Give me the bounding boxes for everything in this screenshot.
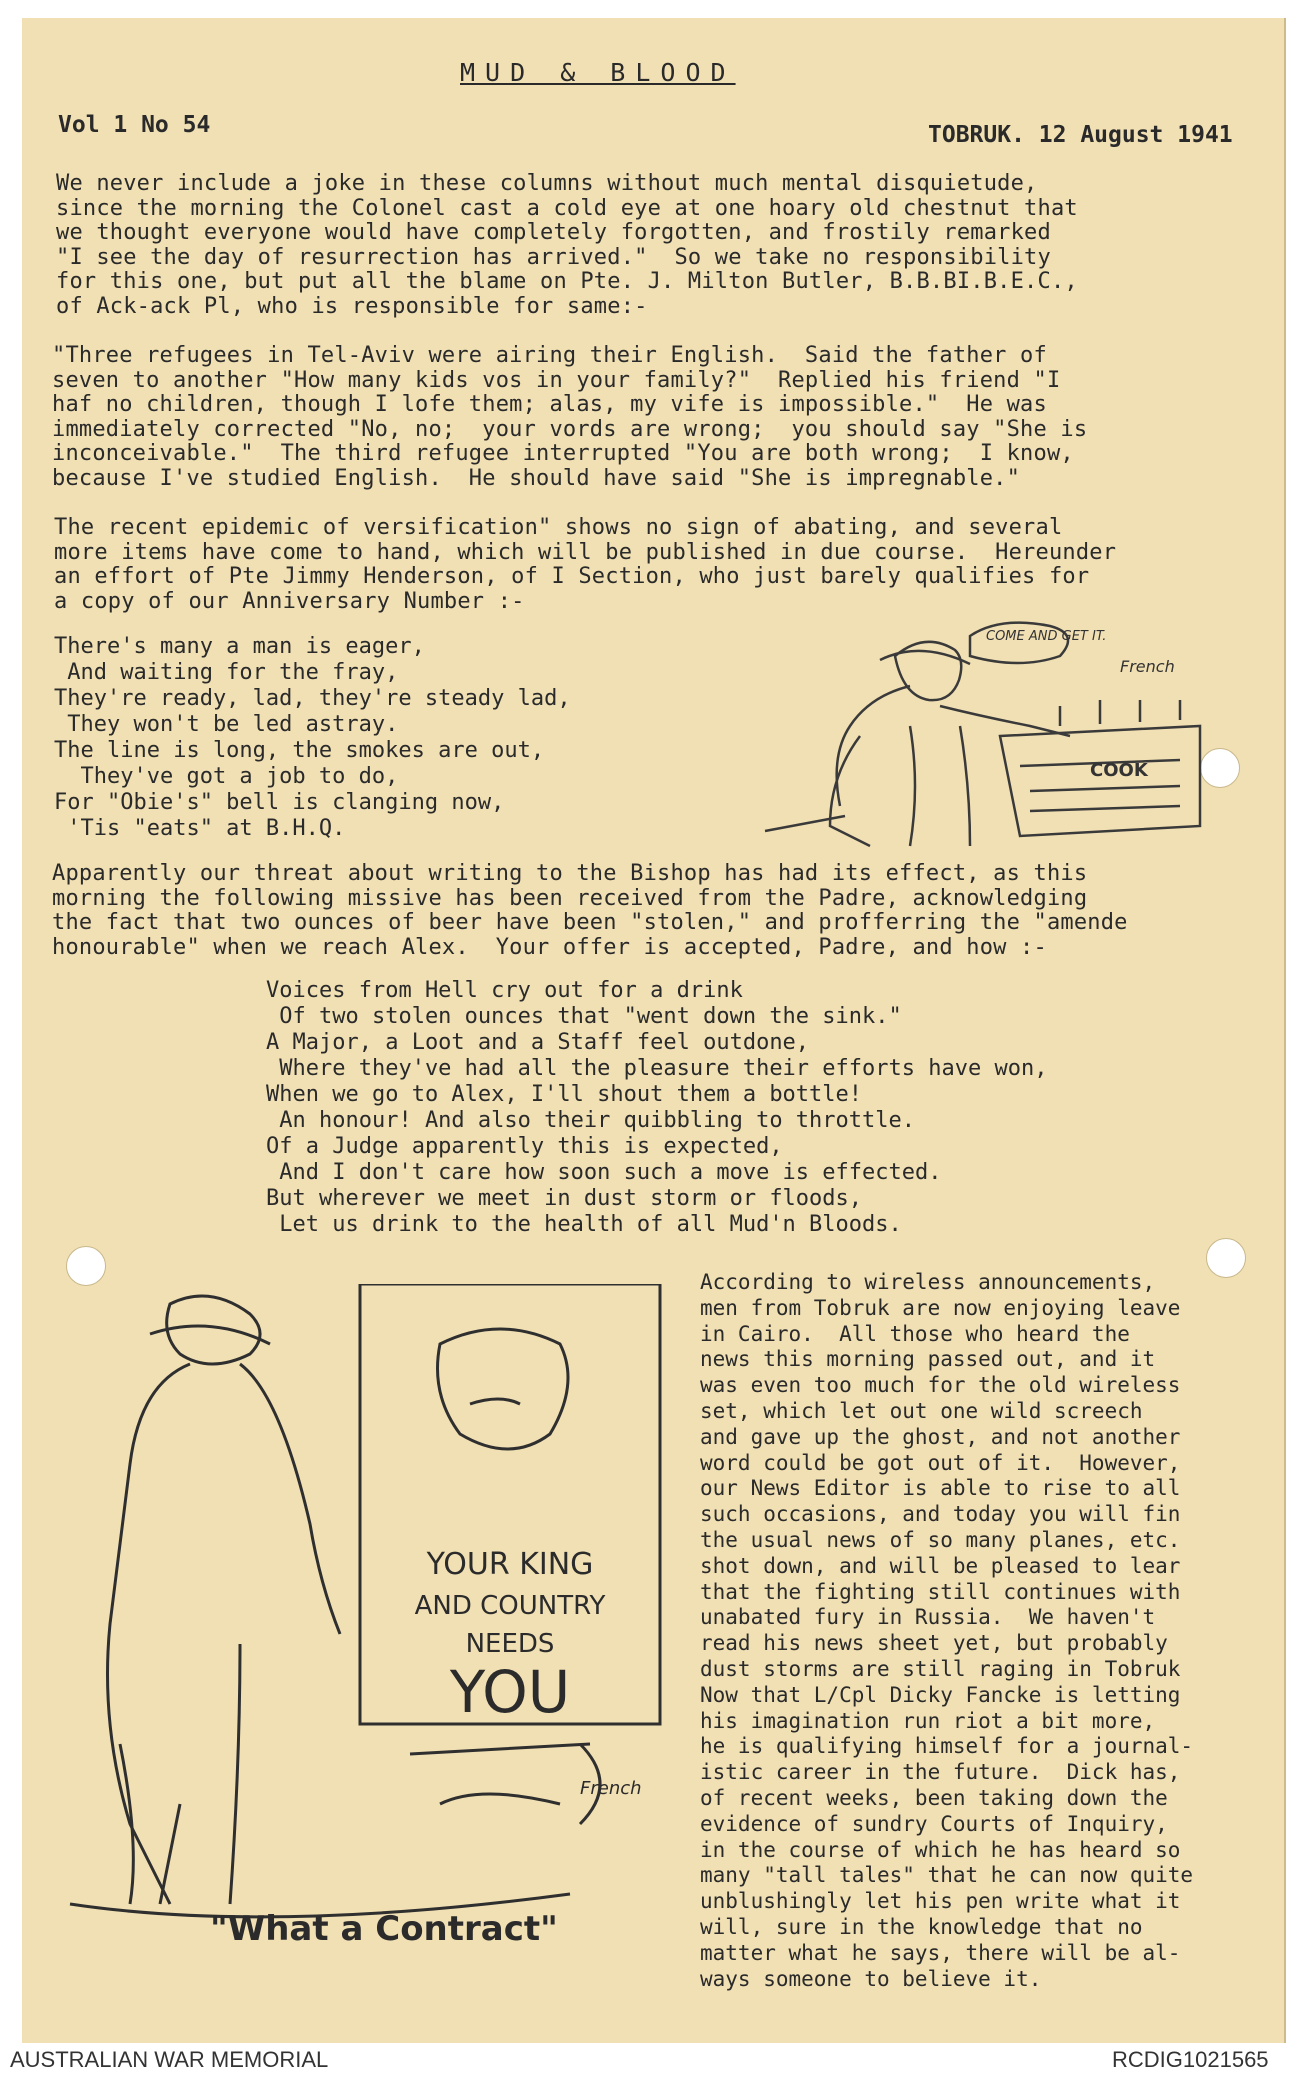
volume-number: Vol 1 No 54 [58,112,211,138]
poster-text-line4: YOU [449,1658,571,1726]
cook-sign-text: COOK [1090,760,1148,781]
dateline: TOBRUK. 12 August 1941 [928,122,1233,148]
artist-signature: French [1120,657,1175,676]
poster-text-line1: YOUR KING [426,1547,594,1582]
article-paragraph: The recent epidemic of versification" shows no sign of abating, and several more items have come to hand, which will be published in due course. Hereunder an effort of Pte Jimmy Henderson, of I Section, who just barely qualifies for a copy of our Anniversary Number :- [54,515,1117,614]
artist-signature: French [580,1778,642,1799]
poem-padre: Voices from Hell cry out for a drink Of two stolen ounces that "went down the sink." A Major, a Loot and a Staff feel outdone, Where they've had all the pleasure their efforts have won, When we go to Alex, I'll shout them a bottle! An honour! And also their quibbling to throttle. Of a Judge apparently this is expected, And I don't care how soon such a move is effected. But wherever we meet in dust storm or floods, Let us drink to the health of all Mud'n Bloods. [266,978,1048,1237]
speech-bubble-text: COME AND GET IT. [986,629,1107,644]
poster-text-line3: NEEDS [465,1629,555,1659]
right-column-article: According to wireless announcements, men from Tobruk are now enjoying leave in Cairo. All those who heard the news this morning passed out, and it was even too much for the old wireless set, which let out one wild screech and gave up the ghost, and not another word could be got out of it. However, our News Editor is able to rise to all such occasions, and today you will fin the usual news of so many planes, etc. shot down, and will be pleased to lear that the fighting still continues with unabated fury in Russia. We haven't read his news sheet yet, but probably dust storms are still raging in Tobruk Now that L/Cpl Dicky Fancke is letting his imagination run riot a bit more, he is qualifying himself for a journal- istic career in the future. Dick has, of recent weeks, been taking down the evidence of sundry Courts of Inquiry, in the course of which he has heard so many "tall tales" that he can now quite unblushingly let his pen write what it will, sure in the knowledge that no matter what he says, there will be al- ways someone to believe it. [700,1270,1194,1991]
article-paragraph: Apparently our threat about writing to the Bishop has had its effect, as this morning the following missive has been received from the Padre, acknowledging the fact that two ounces of beer have been "stolen," and profferring the "amende honourable" when we reach Alex. Your offer is accepted, Padre, and how :- [52,861,1128,960]
punch-hole [66,1246,106,1286]
punch-hole [1206,1238,1246,1278]
poem-henderson: There's many a man is eager, And waiting for the fray, They're ready, lad, they're steady lad, They won't be led astray. The line is long, the smokes are out, They've got a job to do, For "Obie's" bell is clanging now, 'Tis "eats" at B.H.Q. [54,634,571,841]
footer-archive-name: AUSTRALIAN WAR MEMORIAL [10,2047,329,2072]
masthead-title: MUD & BLOOD [460,58,736,87]
joke-paragraph: "Three refugees in Tel-Aviv were airing their English. Said the father of seven to another "How many kids vos in your family?" Replied his friend "I haf no children, though I lofe them; alas, my vife is impossible." He was immediately corrected "No, no; your vords are wrong; you should say "She is inconceivable." The third refugee interrupted "You are both wrong; I know, because I've studied English. He should have said "She is impregnable." [52,343,1088,491]
footer-catalogue-id: RCDIG1021565 [1112,2047,1269,2072]
cartoon-caption: "What a Contract" [210,1909,558,1949]
poster-text-line2: AND COUNTRY [414,1591,606,1621]
article-paragraph: We never include a joke in these columns without much mental disquietude, since the morning the Colonel cast a cold eye at one hoary old chestnut that we thought everyone would have completely forgotten, and frostily remarked "I see the day of resurrection has arrived." So we take no responsibility for this one, but put all the blame on Pte. J. Milton Butler, B.B.BI.B.E.C., of Ack-ack Pl, who is responsible for same:- [56,171,1078,319]
cook-cartoon [760,616,1230,866]
recruiting-poster-cartoon [60,1284,680,1964]
